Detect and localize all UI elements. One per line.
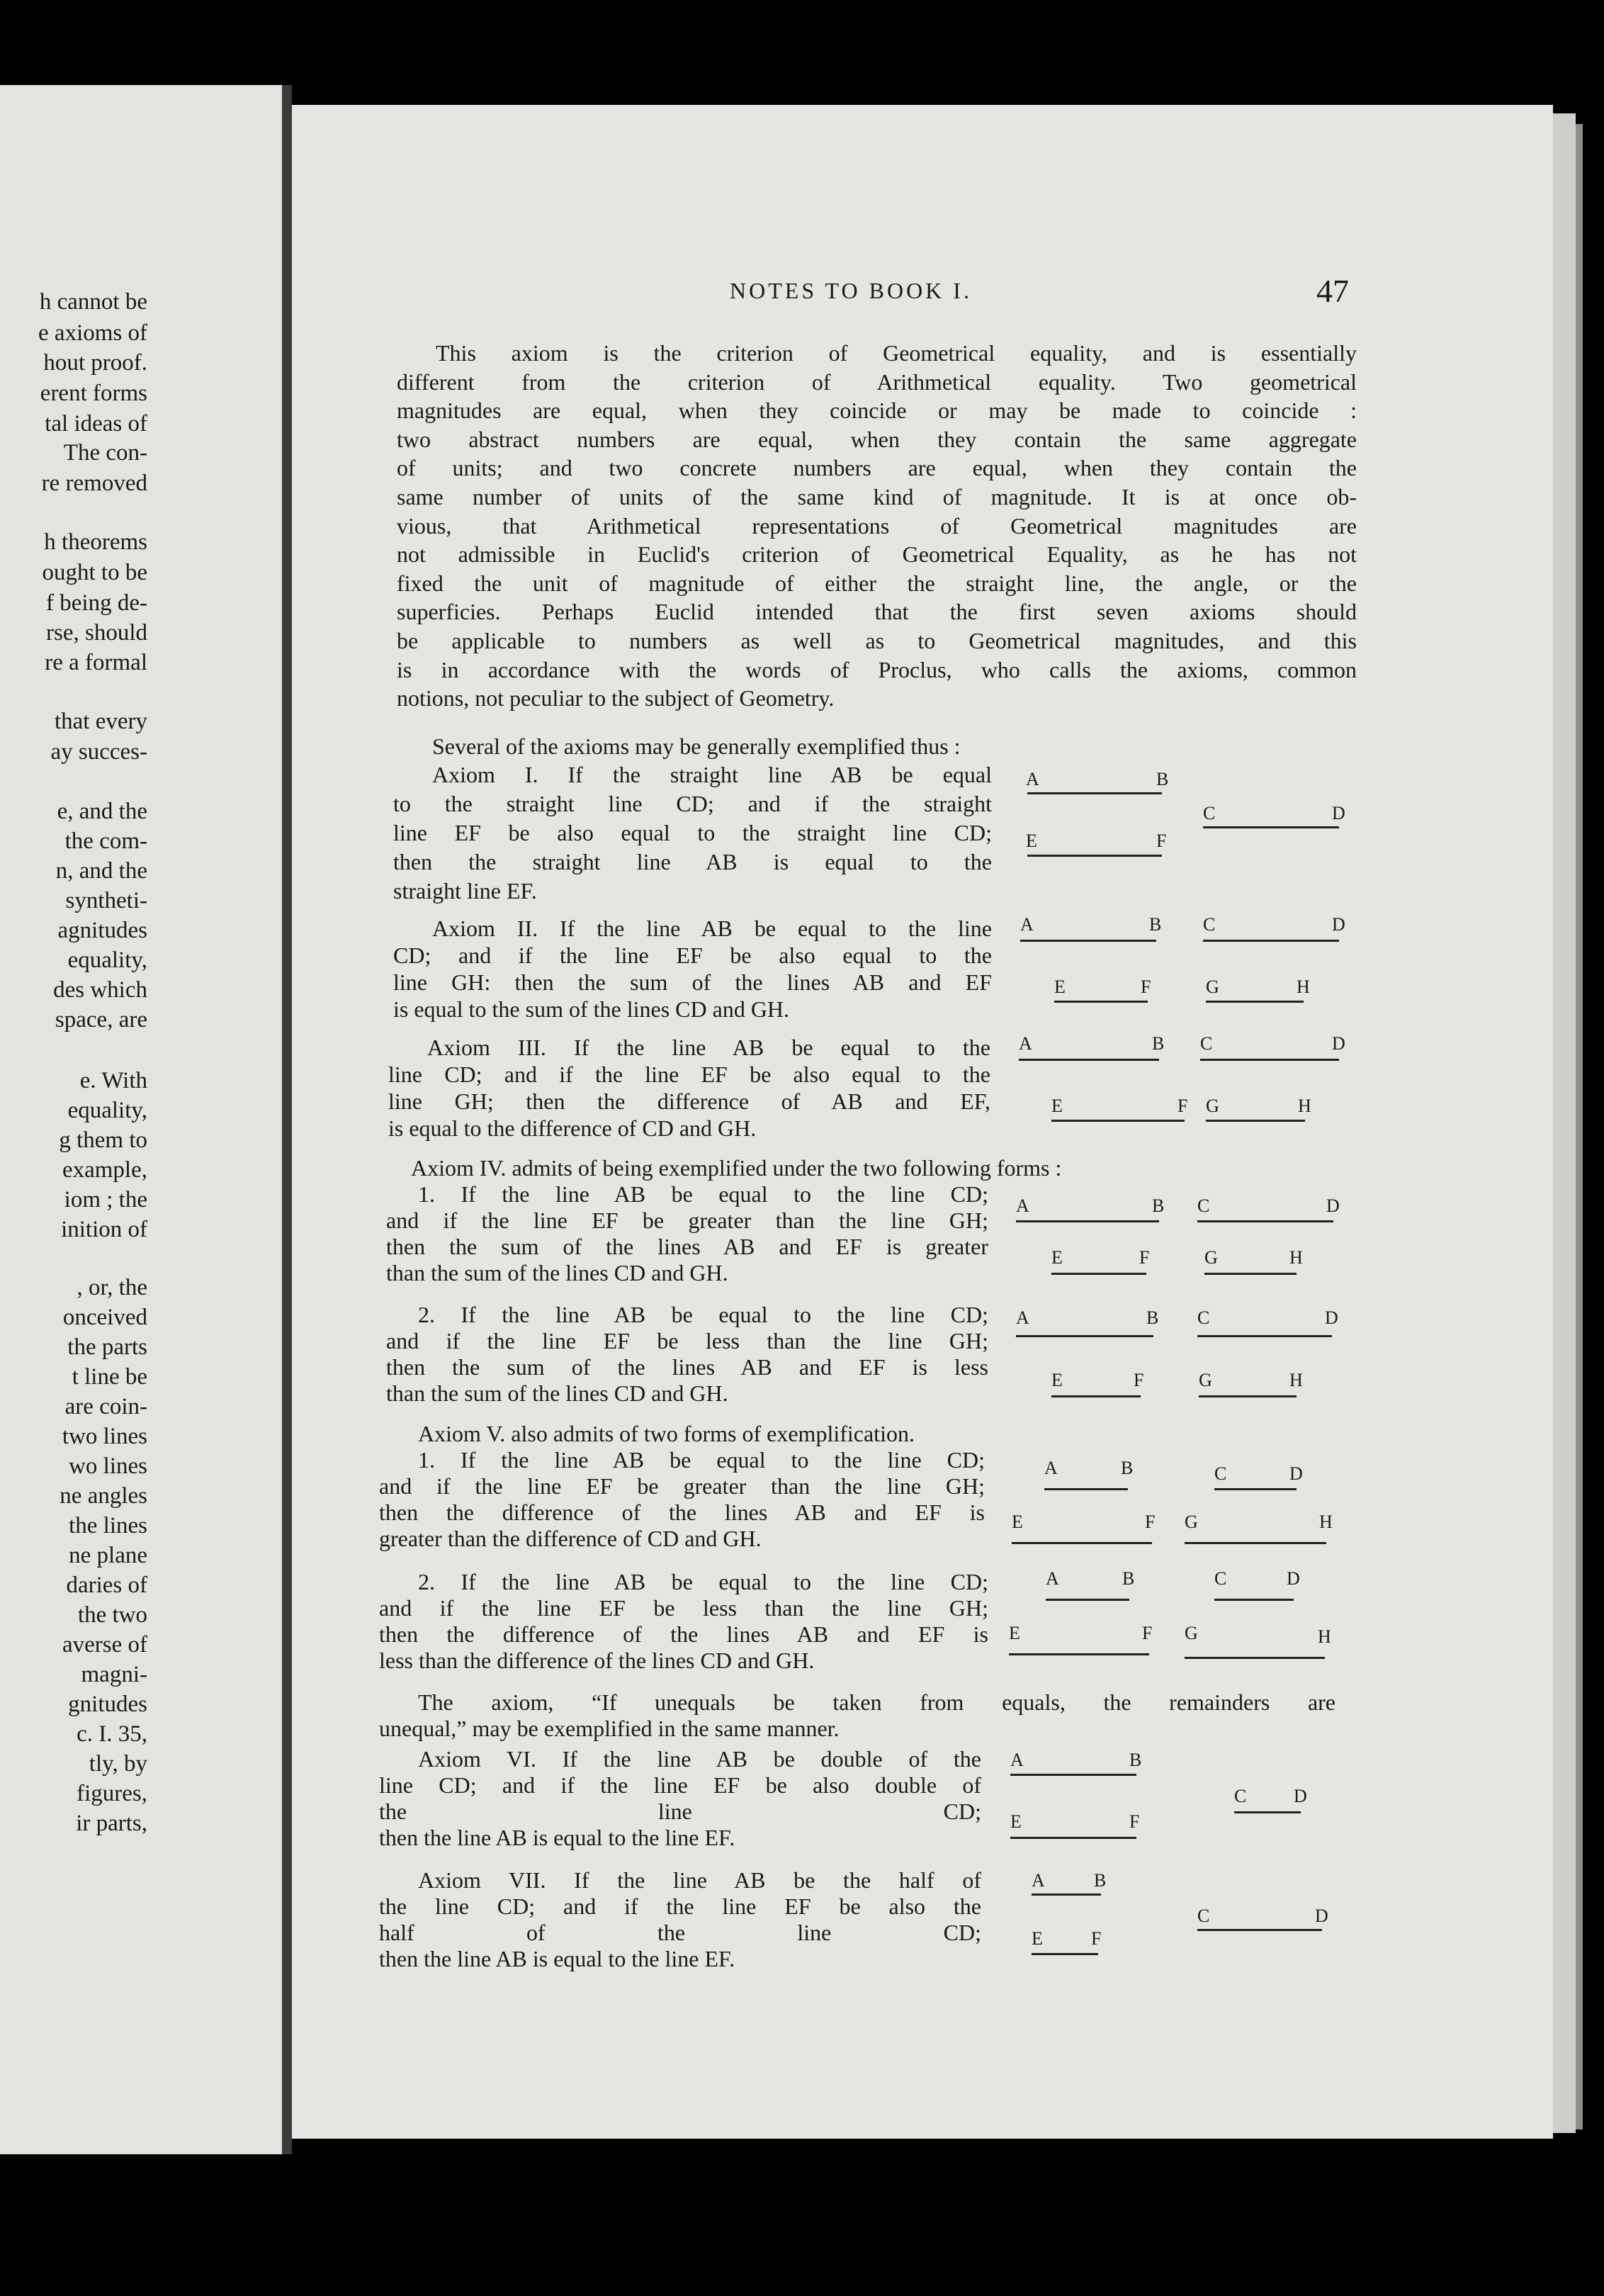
axiom-5-1-line: greater than the difference of CD and GH. [379, 1526, 762, 1551]
left-page-fragment: h theorems [44, 529, 147, 555]
left-page-fragment: ne angles [60, 1483, 147, 1509]
line-segment [1020, 940, 1156, 942]
figure-label-b: B [1149, 914, 1162, 935]
figure-label-a: A [1016, 1195, 1029, 1216]
figure-label-a: A [1032, 1870, 1045, 1891]
axiom-1-line: to the straight line CD; and if the straight [393, 791, 992, 816]
line-segment [1206, 1120, 1305, 1122]
left-page-fragment: daries of [66, 1572, 147, 1598]
figure-label-e: E [1051, 1370, 1063, 1390]
figure-label-f: F [1142, 1623, 1153, 1643]
figure-label-g: G [1204, 1247, 1218, 1268]
line-segment [1051, 1395, 1141, 1397]
axiom-1-line: then the straight line AB is equal to the [393, 849, 992, 874]
line-segment [1012, 1542, 1152, 1544]
intro-paragraph-line: of units; and two concrete numbers are equal, when they contain the [397, 455, 1357, 481]
axiom-1-line: line EF be also equal to the straight line CD; [393, 820, 992, 845]
left-page-fragment: n, and the [55, 858, 147, 884]
figure-label-c: C [1197, 1307, 1210, 1328]
line-segment [1234, 1811, 1301, 1813]
left-page-fragment: two lines [62, 1424, 147, 1449]
line-segment [1027, 855, 1162, 857]
line-segment [1197, 1929, 1322, 1931]
axiom-5-intro-line: Axiom V. also admits of two forms of exemplification. [418, 1421, 915, 1446]
figure-label-e: E [1010, 1811, 1022, 1832]
figure-label-e: E [1054, 977, 1066, 997]
figure-label-e: E [1012, 1512, 1023, 1532]
axiom-4-1-line: than the sum of the lines CD and GH. [386, 1260, 728, 1285]
left-page-fragment: rse, should [46, 620, 147, 646]
left-page-fragment: ay succes- [50, 739, 147, 765]
figure-label-d: D [1325, 1307, 1338, 1328]
left-page-fragment: ought to be [42, 560, 147, 585]
axiom-4-2-line: and if the line EF be less than the line GH; [386, 1328, 988, 1354]
running-title: NOTES TO BOOK I. [730, 278, 972, 303]
axiom-5-2-line: less than the difference of the lines CD and GH. [379, 1648, 815, 1673]
figure-label-h: H [1289, 1370, 1303, 1390]
left-page-fragment: inition of [61, 1217, 147, 1242]
figure-label-d: D [1294, 1786, 1307, 1806]
figure-label-d: D [1332, 914, 1345, 935]
axiom-1-line: straight line EF. [393, 878, 537, 904]
figure-label-h: H [1297, 977, 1310, 997]
line-segment [1019, 1059, 1159, 1061]
figure-label-b: B [1121, 1458, 1134, 1478]
line-segment [1199, 1395, 1297, 1397]
figure-label-g: G [1199, 1370, 1212, 1390]
line-segment [1016, 1220, 1159, 1222]
line-segment [1044, 1488, 1128, 1490]
figure-label-g: G [1206, 977, 1219, 997]
figure-label-a: A [1026, 769, 1039, 789]
intro-paragraph-line: superficies. Perhaps Euclid intended that the first seven axioms should [397, 599, 1357, 625]
left-page-fragment: iom ; the [64, 1187, 147, 1212]
left-page-fragment: that every [54, 709, 147, 734]
line-segment [1203, 826, 1339, 828]
figure-label-f: F [1141, 977, 1151, 997]
intro-paragraph-line: be applicable to numbers as well as to Geometrical magnitudes, and this [397, 628, 1357, 653]
axiom-2-line: Axiom II. If the line AB be equal to the line [432, 916, 992, 941]
figure-label-d: D [1332, 803, 1345, 823]
left-page-fragment: wo lines [69, 1453, 147, 1479]
axiom-7-line: the line CD; and if the line EF be also the [379, 1893, 981, 1919]
figure-label-c: C [1214, 1568, 1227, 1589]
figure-label-f: F [1134, 1370, 1144, 1390]
figure-label-f: F [1139, 1247, 1150, 1268]
left-page-fragment: re removed [41, 471, 147, 496]
left-page-fragment: the two [77, 1602, 147, 1628]
left-page-fragment: are coin- [64, 1394, 147, 1419]
left-page-fragment: h cannot be [39, 289, 147, 315]
left-page-fragment: gnitudes [68, 1692, 147, 1717]
left-page-fragment: ne plane [69, 1543, 147, 1568]
axiom-6-line: line CD; and if the line EF be also double of [379, 1772, 981, 1798]
intro-paragraph-line: magnitudes are equal, when they coincide or may be made to coincide : [397, 398, 1357, 424]
line-segment [1185, 1657, 1325, 1659]
axiom-7-line: Axiom VII. If the line AB be the half of [418, 1867, 981, 1893]
figure-label-a: A [1046, 1568, 1059, 1589]
figure-label-f: F [1129, 1811, 1140, 1832]
figure-label-e: E [1009, 1623, 1020, 1643]
axiom-3-line: line CD; and if the line EF be also equal to the [388, 1062, 990, 1087]
axiom-4-2-line: than the sum of the lines CD and GH. [386, 1380, 728, 1406]
axiom-6-line: then the line AB is equal to the line EF. [379, 1825, 735, 1850]
left-page-fragment: des which [53, 977, 147, 1003]
line-segment [1032, 1893, 1101, 1896]
figure-label-e: E [1026, 831, 1037, 851]
figure-label-b: B [1094, 1870, 1107, 1891]
line-segment [1009, 1653, 1149, 1655]
figure-label-b: B [1146, 1307, 1159, 1328]
figure-label-f: F [1156, 831, 1167, 851]
figure-label-h: H [1289, 1247, 1303, 1268]
left-page-fragment: tly, by [89, 1751, 147, 1777]
unequals-para-line: unequal,” may be exemplified in the same manner. [379, 1716, 840, 1741]
axiom-4-1-line: 1. If the line AB be equal to the line CD; [418, 1181, 988, 1207]
axiom-2-line: is equal to the sum of the lines CD and GH. [393, 996, 790, 1022]
axiom-4-intro-line: Axiom IV. admits of being exemplified under the two following forms : [411, 1155, 1062, 1181]
page-edge-shadow [1576, 124, 1583, 2129]
intro-paragraph-line: two abstract numbers are equal, when they contain the same aggregate [397, 426, 1357, 452]
figure-label-e: E [1032, 1928, 1043, 1949]
figure-label-b: B [1122, 1568, 1135, 1589]
intro-paragraph-line: vious, that Arithmetical representations of Geometrical magnitudes are [397, 512, 1357, 539]
line-segment [1032, 1953, 1098, 1955]
axiom-4-1-line: then the sum of the lines AB and EF is greater [386, 1234, 988, 1259]
left-page-fragment: syntheti- [65, 888, 147, 913]
figure-label-a: A [1044, 1458, 1058, 1478]
figure-label-a: A [1016, 1307, 1029, 1328]
figure-label-b: B [1156, 769, 1169, 789]
figure-label-g: G [1206, 1096, 1219, 1116]
figure-label-g: G [1185, 1512, 1198, 1532]
intro-paragraph-line: notions, not peculiar to the subject of Geometry. [397, 685, 835, 711]
book-gutter [282, 85, 292, 2154]
left-page-edge [0, 85, 282, 2154]
line-segment [1010, 1837, 1136, 1839]
axiom-7-line: then the line AB is equal to the line EF. [379, 1946, 735, 1971]
axiom-5-2-line: then the difference of the lines AB and EF is [379, 1621, 988, 1647]
intro-paragraph-line: same number of units of the same kind of magnitude. It is at once ob- [397, 484, 1357, 510]
figure-label-c: C [1197, 1195, 1210, 1216]
axiom-4-1-line: and if the line EF be greater than the line GH; [386, 1208, 988, 1233]
axiom-7-line: half of the line CD; [379, 1920, 981, 1945]
left-page-fragment: , or, the [77, 1275, 147, 1300]
line-segment [1010, 1774, 1136, 1776]
figure-label-c: C [1203, 803, 1216, 823]
figure-label-d: D [1326, 1195, 1340, 1216]
figure-label-d: D [1287, 1568, 1300, 1589]
left-page-fragment: tal ideas of [45, 411, 147, 437]
figure-label-g: G [1185, 1623, 1198, 1643]
line-segment [1206, 1001, 1304, 1003]
figure-label-c: C [1214, 1463, 1227, 1484]
left-page-fragment: the parts [67, 1334, 147, 1360]
line-segment [1200, 1059, 1339, 1061]
left-page-fragment: e. With [79, 1068, 147, 1093]
left-page-fragment: space, are [55, 1007, 147, 1032]
left-page-fragment: The con- [63, 440, 147, 466]
figure-label-c: C [1234, 1786, 1247, 1806]
unequals-para-line: The axiom, “If unequals be taken from equals, the remainders are [418, 1689, 1335, 1715]
intro-paragraph-line: different from the criterion of Arithmetical equality. Two geometrical [397, 368, 1357, 395]
page-edge [1553, 113, 1576, 2133]
left-page-fragment: re a formal [45, 650, 147, 675]
page-number: 47 [1316, 273, 1349, 309]
line-segment [1214, 1599, 1294, 1601]
axiom-5-1-line: then the difference of the lines AB and EF is [379, 1499, 985, 1525]
axiom-2-line: line GH: then the sum of the lines AB and EF [393, 969, 992, 995]
left-page-fragment: equality, [67, 947, 147, 973]
figure-label-h: H [1298, 1096, 1311, 1116]
line-segment [1197, 1335, 1332, 1337]
figure-label-a: A [1020, 914, 1034, 935]
left-page-fragment: g them to [59, 1127, 147, 1153]
left-page-fragment: t line be [72, 1364, 147, 1390]
left-page-fragment: magni- [81, 1662, 147, 1687]
left-page-fragment: c. I. 35, [77, 1721, 147, 1747]
axiom-5-2-line: 2. If the line AB be equal to the line CD; [418, 1569, 988, 1594]
figure-label-b: B [1152, 1033, 1165, 1054]
figure-label-c: C [1203, 914, 1216, 935]
left-page-fragment: the lines [69, 1513, 147, 1538]
axiom-6-line: the line CD; [379, 1799, 981, 1824]
figure-label-c: C [1200, 1033, 1213, 1054]
figure-label-a: A [1010, 1750, 1024, 1770]
axiom-4-2-line: then the sum of the lines AB and EF is less [386, 1354, 988, 1380]
line-segment [1204, 1273, 1297, 1275]
figure-label-c: C [1197, 1906, 1210, 1926]
left-page-fragment: example, [62, 1157, 147, 1183]
left-page-fragment: e axioms of [38, 320, 147, 346]
intro-paragraph-line: fixed the unit of magnitude of either the straight line, the angle, or the [397, 570, 1357, 596]
figure-label-f: F [1145, 1512, 1156, 1532]
intro-paragraph-line: is in accordance with the words of Proclus, who calls the axioms, common [397, 656, 1357, 682]
figure-label-d: D [1315, 1906, 1328, 1926]
axiom-4-2-line: 2. If the line AB be equal to the line CD; [418, 1302, 988, 1327]
left-page-fragment: agnitudes [57, 918, 147, 943]
axiom-3-line: Axiom III. If the line AB be equal to the [427, 1035, 990, 1060]
axiom-5-1-line: and if the line EF be greater than the line GH; [379, 1473, 985, 1499]
figure-label-a: A [1019, 1033, 1032, 1054]
figure-label-f: F [1177, 1096, 1188, 1116]
left-page-fragment: ir parts, [76, 1811, 147, 1836]
axiom-5-2-line: and if the line EF be less than the line GH; [379, 1595, 988, 1621]
axiom-5-1-line: 1. If the line AB be equal to the line CD; [418, 1447, 985, 1473]
left-page-fragment: hout proof. [43, 350, 147, 376]
figure-label-e: E [1051, 1096, 1063, 1116]
intro-paragraph-line: This axiom is the criterion of Geometrical equality, and is essentially [436, 340, 1357, 366]
left-page-fragment: e, and the [57, 799, 147, 824]
figure-label-h: H [1319, 1512, 1333, 1532]
axiom-3-line: line GH; then the difference of AB and EF, [388, 1088, 990, 1114]
axiom-1-line: Axiom I. If the straight line AB be equal [432, 762, 992, 787]
line-segment [1203, 940, 1339, 942]
line-segment [1054, 1001, 1148, 1003]
left-page-fragment: figures, [77, 1781, 147, 1806]
line-segment [1016, 1335, 1153, 1337]
left-page-fragment: f being de- [46, 590, 147, 616]
line-segment [1046, 1599, 1129, 1601]
several-line: Several of the axioms may be generally exemplified thus : [432, 733, 961, 759]
axiom-2-line: CD; and if the line EF be also equal to the [393, 942, 992, 968]
line-segment [1185, 1542, 1326, 1544]
axiom-6-line: Axiom VI. If the line AB be double of the [418, 1746, 981, 1772]
intro-paragraph-line: not admissible in Euclid's criterion of Geometrical Equality, as he has not [397, 541, 1357, 568]
line-segment [1027, 792, 1162, 794]
figure-label-e: E [1051, 1247, 1063, 1268]
left-page-fragment: averse of [62, 1632, 147, 1658]
axiom-3-line: is equal to the difference of CD and GH. [388, 1115, 757, 1141]
figure-label-d: D [1332, 1033, 1345, 1054]
line-segment [1051, 1273, 1146, 1275]
left-page-fragment: onceived [62, 1305, 147, 1330]
left-page-fragment: equality, [67, 1098, 147, 1123]
left-page-fragment: erent forms [40, 381, 147, 406]
figure-label-b: B [1152, 1195, 1165, 1216]
line-segment [1051, 1120, 1185, 1122]
left-page-fragment: the com- [64, 828, 147, 854]
line-segment [1214, 1488, 1297, 1490]
figure-label-f: F [1091, 1928, 1102, 1949]
line-segment [1197, 1220, 1333, 1222]
figure-label-d: D [1289, 1463, 1303, 1484]
figure-label-h: H [1318, 1626, 1331, 1647]
figure-label-b: B [1129, 1750, 1142, 1770]
